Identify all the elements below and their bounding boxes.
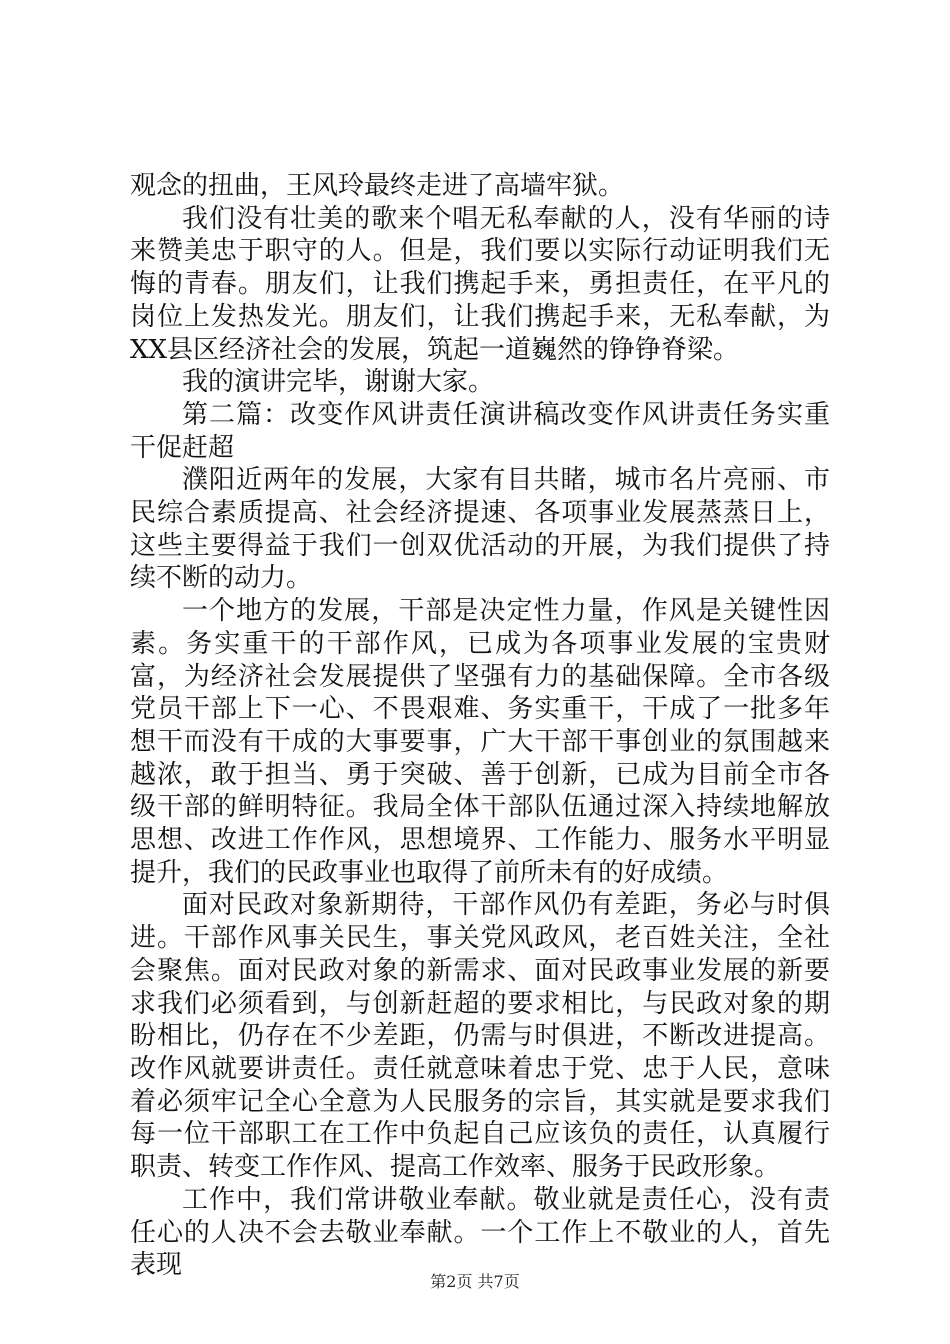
- paragraph-8: 工作中，我们常讲敬业奉献。敬业就是责任心，没有责任心的人决不会去敬业奉献。一个工作上不敬业的人，首先表现: [130, 1184, 830, 1281]
- document-body: [130, 170, 830, 1282]
- paragraph-7: 面对民政对象新期待，干部作风仍有差距，务必与时俱进。干部作风事关民生，事关党风政风，老百姓关注，全社会聚焦。面对民政对象的新需求、面对民政事业发展的新要求我们必须看到，与创新赶超的要求相比，与民政对象的期盼相比，仍存在不少差距，仍需与时俱进，不断改进提高。改作风就要讲责任。责任就意味着忠于党、忠于人民，意味着必须牢记全心全意为人民服务的宗旨，其实就是要求我们每一位干部职工在工作中负起自己应该负的责任，认真履行职责、转变工作作风、提高工作效率、服务于民政形象。: [130, 890, 830, 1183]
- page-footer: [0, 1269, 950, 1292]
- paragraph-6: 一个地方的发展，干部是决定性力量，作风是关键性因素。务实重干的干部作风，已成为各项事业发展的宝贵财富，为经济社会发展提供了坚强有力的基础保障。全市各级党员干部上下一心、不畏艰难、务实重干，干成了一批多年想干而没有干成的大事要事，广大干部干事创业的氛围越来越浓，敢于担当、勇于突破、善于创新，已成为目前全市各级干部的鲜明特征。我局全体干部队伍通过深入持续地解放思想、改进工作作风，思想境界、工作能力、服务水平明显提升，我们的民政事业也取得了前所未有的好成绩。: [130, 596, 830, 888]
- page-number-label: 第2页 共7页: [430, 1272, 520, 1291]
- paragraph-5: 濮阳近两年的发展，大家有目共睹，城市名片亮丽、市民综合素质提高、社会经济提速、各项事业发展蒸蒸日上，这些主要得益于我们一创双优活动的开展，为我们提供了持续不断的动力。: [130, 465, 830, 594]
- section-heading: 第二篇：改变作风讲责任演讲稿改变作风讲责任务实重干促赶超: [130, 399, 830, 463]
- paragraph-3: 我的演讲完毕，谢谢大家。: [182, 367, 495, 398]
- paragraph-1: 观念的扭曲，王风玲最终走进了高墙牢狱。: [130, 171, 625, 201]
- paragraph-2: 我们没有壮美的歌来个唱无私奉献的人，没有华丽的诗来赞美忠于职守的人。但是，我们要以实际行动证明我们无悔的青春。朋友们，让我们携起手来，勇担责任，在平凡的岗位上发热发光。朋友们，让我们携起手来，无私奉献，为XX县区经济社会的发展，筑起一道巍然的铮铮脊梁。: [130, 203, 830, 365]
